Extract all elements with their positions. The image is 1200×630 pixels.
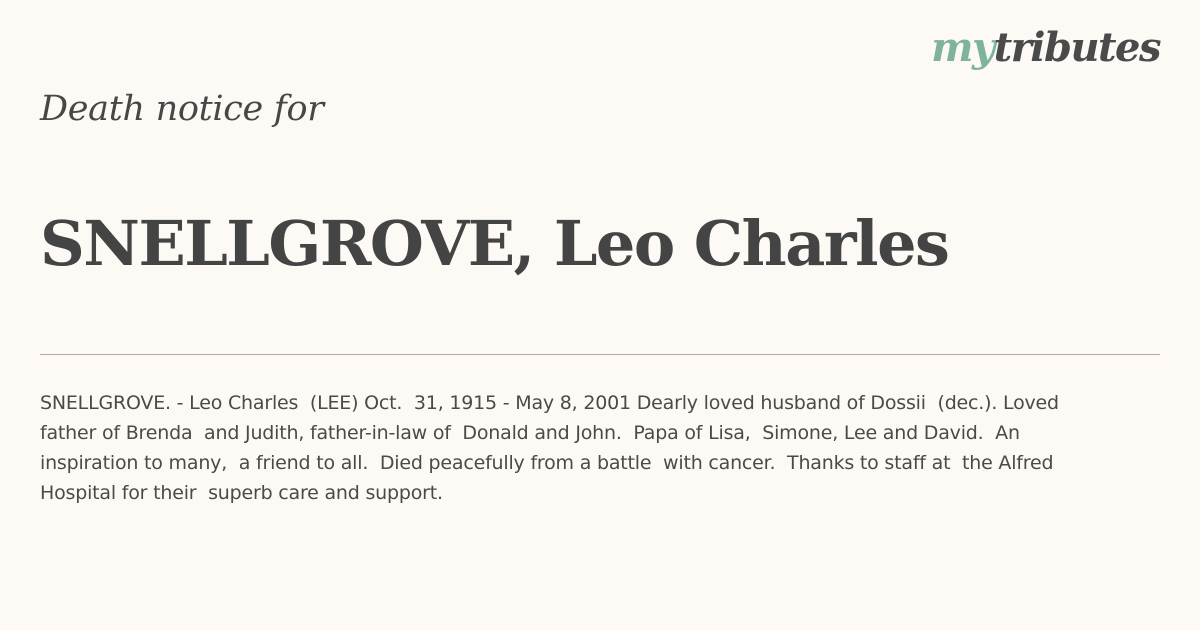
logo-tributes-text: tributes	[993, 24, 1160, 71]
page-subtitle: Death notice for	[40, 89, 324, 129]
deceased-name-heading: SNELLGROVE, Leo Charles	[40, 207, 949, 280]
section-divider	[40, 354, 1160, 355]
mytributes-logo[interactable]	[931, 24, 1160, 71]
logo-my-text: my	[931, 24, 994, 71]
death-notice-text: SNELLGROVE. - Leo Charles (LEE) Oct. 31, 1915 - May 8, 2001 Dearly loved husband of Dossii (dec.). Loved father of Brenda and Judith, father-in-law of Donald and John. Papa of Lisa, Simone, Lee and David. An inspiration to many, a friend to all. Died peacefully from a battle with cancer. Thanks to staff at the Alfred Hospital for their superb care and support.	[40, 392, 1065, 504]
